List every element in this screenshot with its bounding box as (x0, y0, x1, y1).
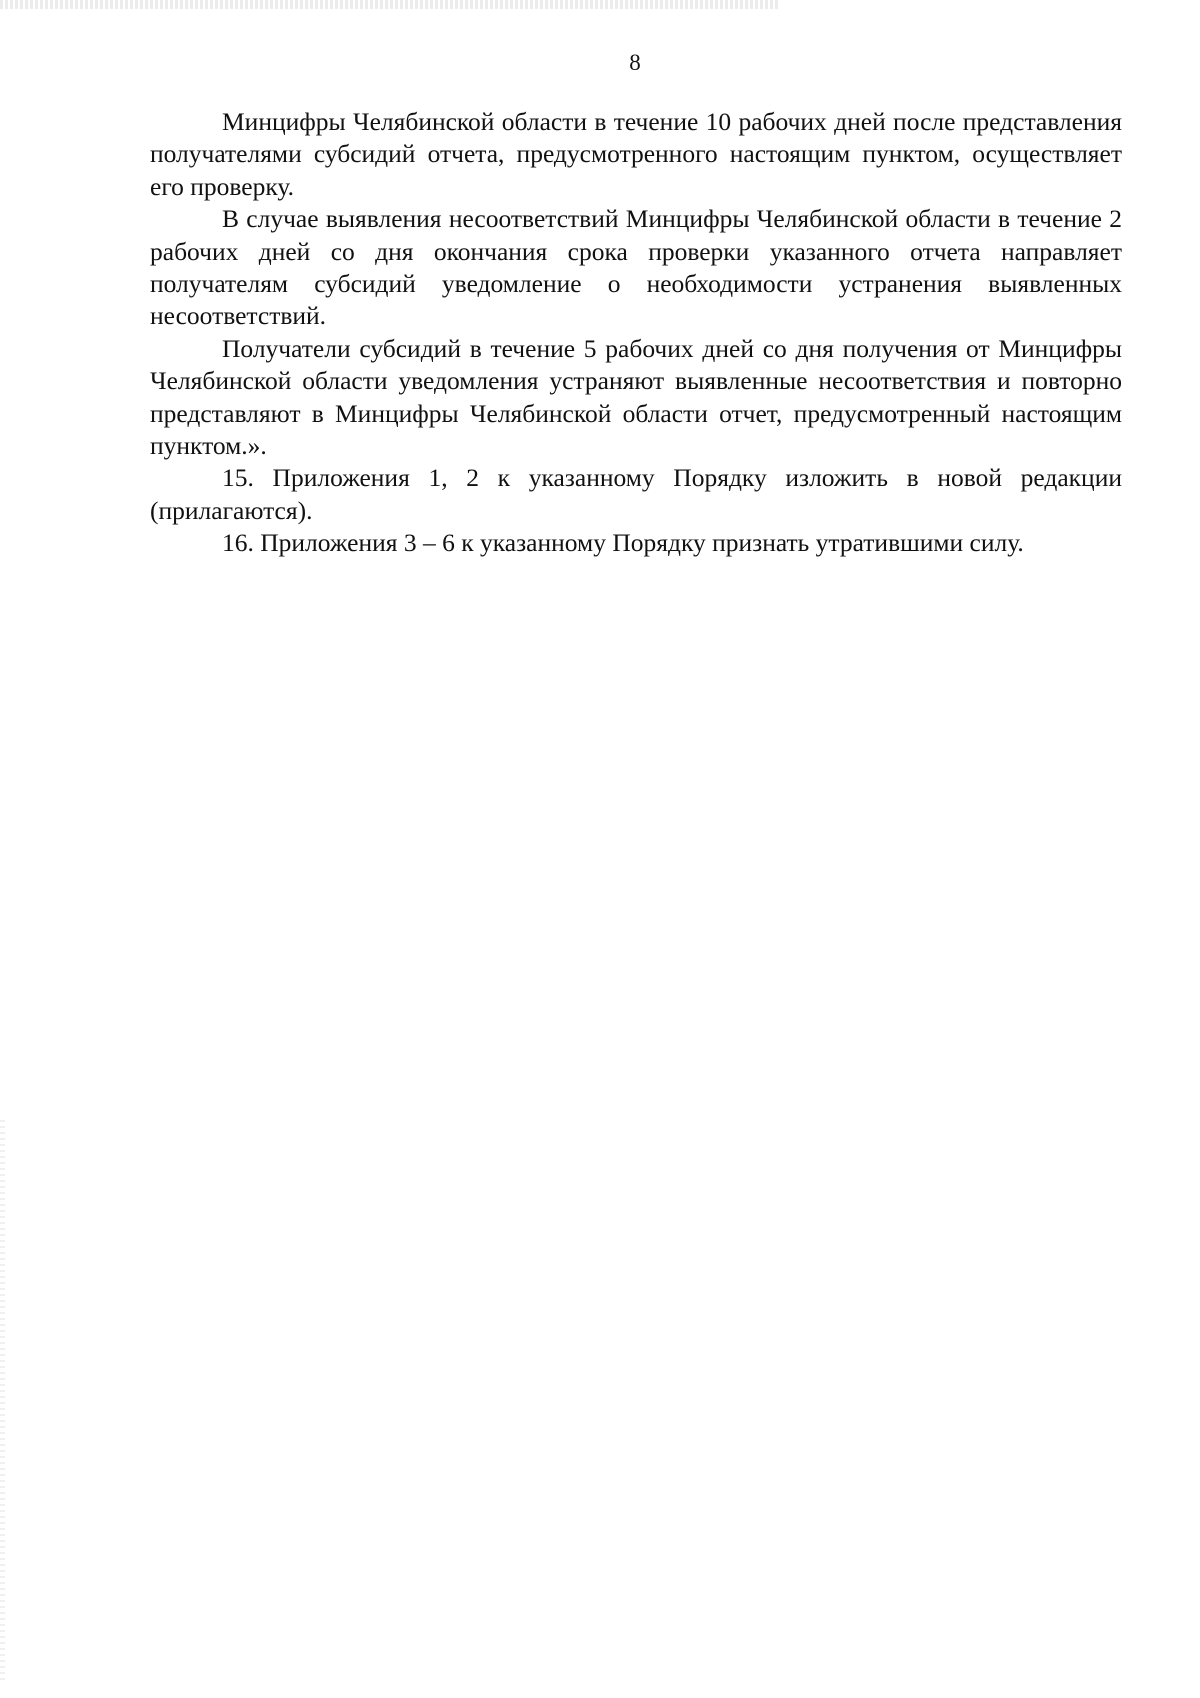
page-number: 8 (629, 50, 641, 75)
scan-artifact-top (0, 0, 780, 9)
document-body (150, 106, 1122, 560)
paragraph-item-15: 15. Приложения 1, 2 к указанному Порядку изложить в новой редакции (прилагаются). (150, 463, 1122, 525)
paragraph-discrepancies: В случае выявления несоответствий Минцифры Челябинской области в течение 2 рабочих дней со дня окончания срока проверки указанного отчета направляет получателям субсидий уведомление о необходимости устранения выявленных несоответствий. (150, 204, 1122, 331)
scan-artifact-left (0, 1120, 5, 1680)
paragraph-verification: Минцифры Челябинской области в течение 10 рабочих дней после представления получателями субсидий отчета, предусмотренного настоящим пунктом, осуществляет его проверку. (150, 107, 1122, 201)
paragraph-item-16: 16. Приложения 3 – 6 к указанному Порядку признать утратившими силу. (222, 528, 1024, 558)
paragraph-resubmission: Получатели субсидий в течение 5 рабочих дней со дня получения от Минцифры Челябинской области уведомления устраняют выявленные несоответствия и повторно представляют в Минцифры Челябинской области отчет, предусмотренный настоящим пунктом.». (150, 333, 1122, 461)
